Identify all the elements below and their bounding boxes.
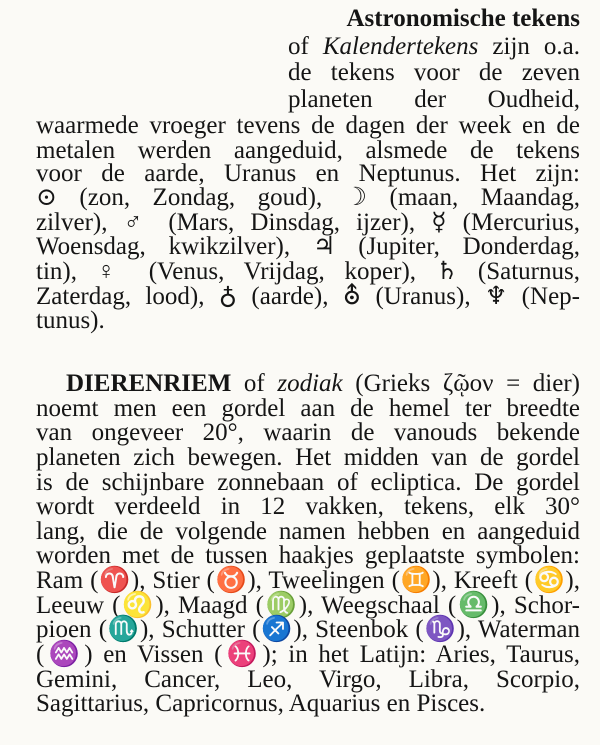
text-line: is de schijnbare zonnebaan of ecliptica. De gordel xyxy=(36,469,580,496)
text-line: worden met de tussen haakjes geplaatste symbolen: xyxy=(36,542,580,569)
text-line: lang, die de volgende namen hebben en aangeduid xyxy=(36,518,580,545)
text-line: Leeuw (♌), Maagd (♍), Weegschaal (♎), Schor- xyxy=(36,592,580,619)
text-line: wordt verdeeld in 12 vakken, tekens, elk 30° xyxy=(36,493,580,520)
text-line: de tekens voor de zeven xyxy=(288,59,580,86)
text-line: of Kalendertekens zijn o.a. xyxy=(288,33,581,60)
text-line: (♒) en Vissen (♓); in het Latijn: Aries, Taurus, xyxy=(36,641,580,668)
text-line: tunus). xyxy=(36,307,105,334)
section-heading-astronomische-tekens: Astronomische tekens xyxy=(346,5,580,32)
italic-term-zodiak: zodiak xyxy=(277,370,343,397)
text-line: metalen werden aangeduid, alsmede de tekens xyxy=(36,137,580,164)
text-line: zilver), ♂ (Mars, Dinsdag, ijzer), ☿ (Mercurius, xyxy=(36,209,580,236)
text-line: Zaterdag, lood), ♁ (aarde), ⛢ (Uranus), ♆ (Nep- xyxy=(36,283,580,310)
text-line: ⊙ (zon, Zondag, goud), ☽ (maan, Maandag, xyxy=(36,184,580,211)
text-line: planeten zich bewegen. Het midden van de gordel xyxy=(36,444,580,471)
text-line: DIERENRIEM of zodiak (Grieks ζῷον = dier) xyxy=(66,370,580,397)
text-line: van ongeveer 20°, waarin de vanouds bekende xyxy=(36,419,580,446)
text-line: voor de aarde, Uranus en Neptunus. Het zijn: xyxy=(36,160,580,187)
text-line: noemt men een gordel aan de hemel ter breedte xyxy=(36,395,580,422)
text-line: Ram (♈), Stier (♉), Tweelingen (♊), Kreeft (♋), xyxy=(36,567,580,594)
text-line: planeten der Oudheid, xyxy=(288,86,580,113)
text-line: pioen (♏), Schutter (♐), Steenbok (♑), Waterman xyxy=(36,616,580,643)
text-line: Sagittarius, Capricornus, Aquarius en Pisces. xyxy=(36,690,486,717)
text-line: tin), ♀ (Venus, Vrijdag, koper), ♄ (Saturnus, xyxy=(36,258,580,285)
text-line: Gemini, Cancer, Leo, Virgo, Libra, Scorpio, xyxy=(36,666,580,693)
text-line: waarmede vroeger tevens de dagen der week en de xyxy=(36,112,580,139)
italic-term-kalendertekens: Kalendertekens xyxy=(322,33,479,60)
text-line: Woensdag, kwikzilver), ♃ (Jupiter, Donderdag, xyxy=(36,233,580,260)
section-heading-dierenriem: DIERENRIEM xyxy=(66,370,232,397)
